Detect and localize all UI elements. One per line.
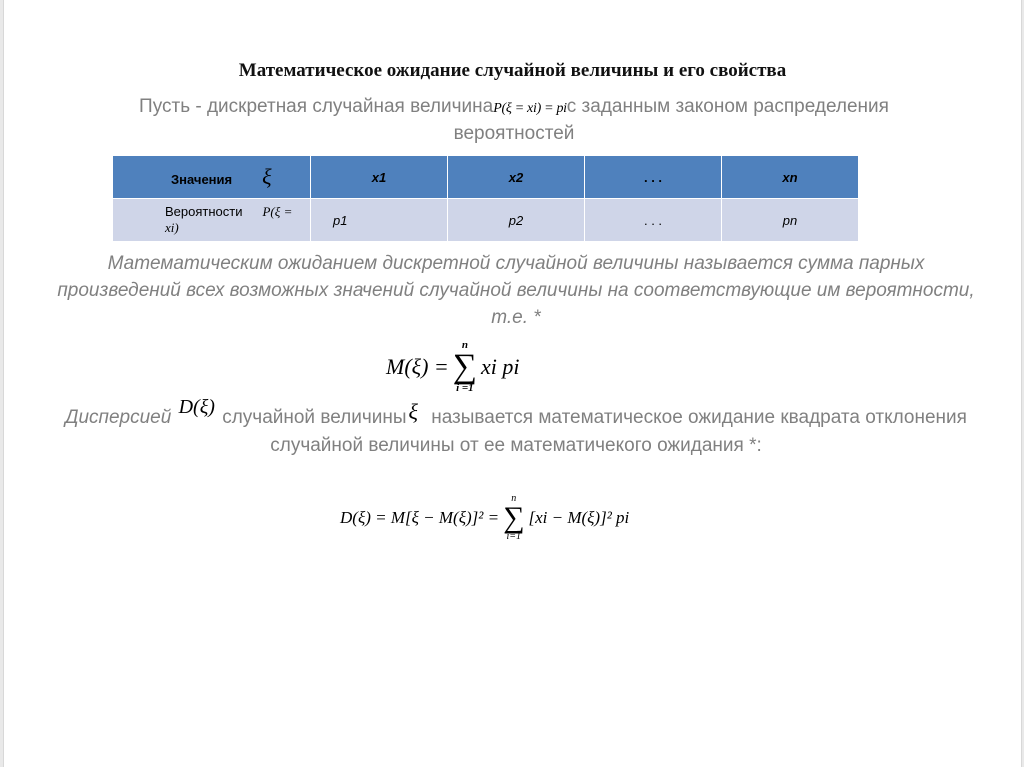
variance-definition: [44, 396, 988, 460]
row-label: Вероятности: [165, 204, 243, 219]
intro-before: Пусть - дискретная случайная величина: [139, 96, 494, 117]
expectation-lhs: M(ξ) =: [386, 354, 449, 379]
value-cell: x2: [448, 156, 585, 199]
sum-operator-variance: [503, 494, 524, 542]
sum-lower-limit: i =1: [456, 382, 474, 394]
probability-cell: p1: [311, 199, 448, 242]
probability-formula: P(ξ = xi) = pi: [493, 101, 567, 116]
sigma-icon: ∑: [452, 348, 477, 385]
table-row: [113, 199, 859, 242]
variance-lhs: D(ξ) = M[ξ − M(ξ)]² =: [340, 508, 500, 527]
sum-operator: [453, 340, 477, 394]
variance-middle: случайной величины: [222, 407, 407, 428]
row-formula: P(ξ = xi): [165, 204, 293, 235]
expectation-term: xi pi: [481, 354, 520, 379]
expectation-formula: [386, 340, 520, 394]
probability-cell: . . .: [585, 199, 722, 242]
sum-lower-limit: i=1: [506, 531, 522, 542]
slide-title: Математическое ожидание случайной величины и его свойства: [238, 60, 787, 81]
table-header-row: [113, 156, 859, 199]
value-cell: . . .: [585, 156, 722, 199]
variance-rest: называется математическое ожидание квадрата отклонения случайной величины от ее математичекого ожидания *:: [270, 407, 967, 456]
probability-cell: pn: [722, 199, 859, 242]
header-label: Значения: [171, 172, 233, 187]
variance-formula: [340, 494, 629, 542]
value-cell: xn: [722, 156, 859, 199]
variance-word: Дисперсией: [65, 407, 172, 428]
variance-symbol: D(ξ): [178, 396, 215, 418]
header-label-cell: [113, 156, 311, 199]
distribution-table: [112, 155, 859, 242]
sum-upper-limit: n: [511, 493, 517, 504]
slide: [3, 0, 1022, 767]
expectation-definition: Математическим ожиданием дискретной случайной величины называется сумма парных произведений всех возможных значений случайной величины на соответствующие им вероятности, т.е. *: [57, 253, 975, 328]
sigma-icon: ∑: [503, 501, 525, 534]
ksi-symbol-inline: ξ: [408, 399, 418, 424]
ksi-symbol: ξ: [262, 164, 272, 189]
variance-term: [xi − M(ξ)]² pi: [528, 508, 630, 527]
intro-after: с заданным законом распределения вероятностей: [453, 96, 889, 144]
intro-text: [94, 94, 934, 146]
value-cell: x1: [311, 156, 448, 199]
sum-upper-limit: n: [461, 339, 468, 351]
row-label-cell: [113, 199, 311, 242]
probability-cell: p2: [448, 199, 585, 242]
